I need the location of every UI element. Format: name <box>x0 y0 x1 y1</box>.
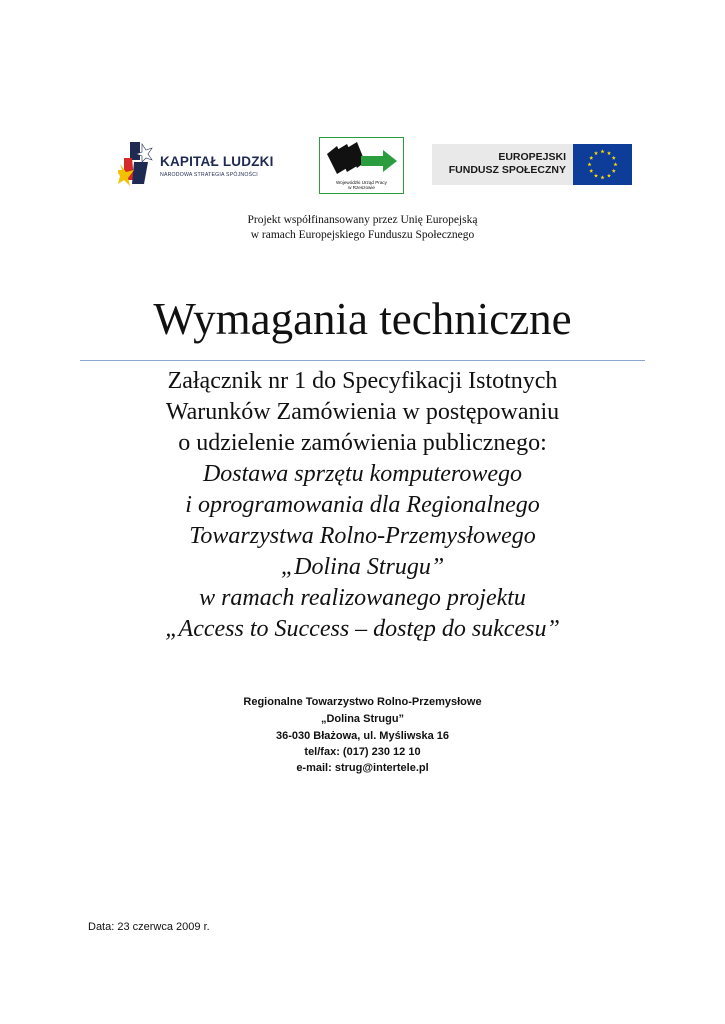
org-phone: tel/fax: (017) 230 12 10 <box>304 746 421 758</box>
kapital-ludzki-name: KAPITAŁ LUDZKI <box>160 154 274 169</box>
cofinancing-line2: w ramach Europejskiego Funduszu Społecznego <box>250 229 475 241</box>
kapital-ludzki-logo <box>118 140 278 190</box>
document-date: Data: 23 czerwca 2009 r. <box>88 921 210 933</box>
eu-star-icon <box>587 162 591 166</box>
org-address: 36-030 Błażowa, ul. Myśliwska 16 <box>275 730 450 742</box>
subtitle-line-1: Załącznik nr 1 do Specyfikacji Istotnych <box>167 368 558 394</box>
eu-star-icon <box>600 175 604 179</box>
eu-star-icon <box>607 174 611 178</box>
subtitle-line-3: o udzielenie zamówienia publicznego: <box>178 430 547 456</box>
eu-star-icon <box>594 151 598 155</box>
wup-rzeszow-logo <box>319 137 404 194</box>
eu-flag-icon <box>573 144 632 185</box>
subtitle-line-2: Warunków Zamówienia w postępowaniu <box>165 399 560 425</box>
eu-stars <box>573 144 632 185</box>
org-name: Regionalne Towarzystwo Rolno-Przemysłowe <box>243 696 482 708</box>
subject-line-4: „Dolina Strugu” <box>280 554 445 580</box>
org-short-name: „Dolina Strugu” <box>320 713 405 725</box>
efs-logo <box>432 144 632 185</box>
eu-star-icon <box>612 169 616 173</box>
cofinancing-line1: Projekt współfinansowany przez Unię Europejską <box>247 214 478 226</box>
org-email: e-mail: strug@intertele.pl <box>296 762 429 774</box>
wup-arrow-icon <box>321 140 404 180</box>
efs-line2: FUNDUSZ SPOŁECZNY <box>448 164 566 176</box>
subject-line-2: i oprogramowania dla Regionalnego <box>185 492 540 518</box>
subject-line-5: w ramach realizowanego projektu <box>199 585 526 611</box>
subject-line-6: „Access to Success – dostęp do sukcesu” <box>165 616 560 642</box>
eu-star-icon <box>612 156 616 160</box>
subject-line-3: Towarzystwa Rolno-Przemysłowego <box>189 523 536 549</box>
title-divider <box>80 360 645 361</box>
kapital-ludzki-star-icon <box>118 140 158 190</box>
efs-line1: EUROPEJSKI <box>498 151 566 163</box>
wup-text <box>320 180 403 190</box>
eu-star-icon <box>600 149 604 153</box>
eu-star-icon <box>607 151 611 155</box>
page-title: Wymagania techniczne <box>153 294 572 344</box>
subject-line-1: Dostawa sprzętu komputerowego <box>202 461 523 487</box>
eu-star-icon <box>594 174 598 178</box>
wup-line1: Wojewódzki Urząd Pracy <box>336 180 387 185</box>
kapital-ludzki-subtitle: NARODOWA STRATEGIA SPÓJNOŚCI <box>160 172 258 178</box>
eu-star-icon <box>589 169 593 173</box>
wup-line2: w Rzeszowie <box>348 185 375 190</box>
eu-star-icon <box>613 162 617 166</box>
eu-star-icon <box>589 156 593 160</box>
efs-text <box>449 151 566 177</box>
